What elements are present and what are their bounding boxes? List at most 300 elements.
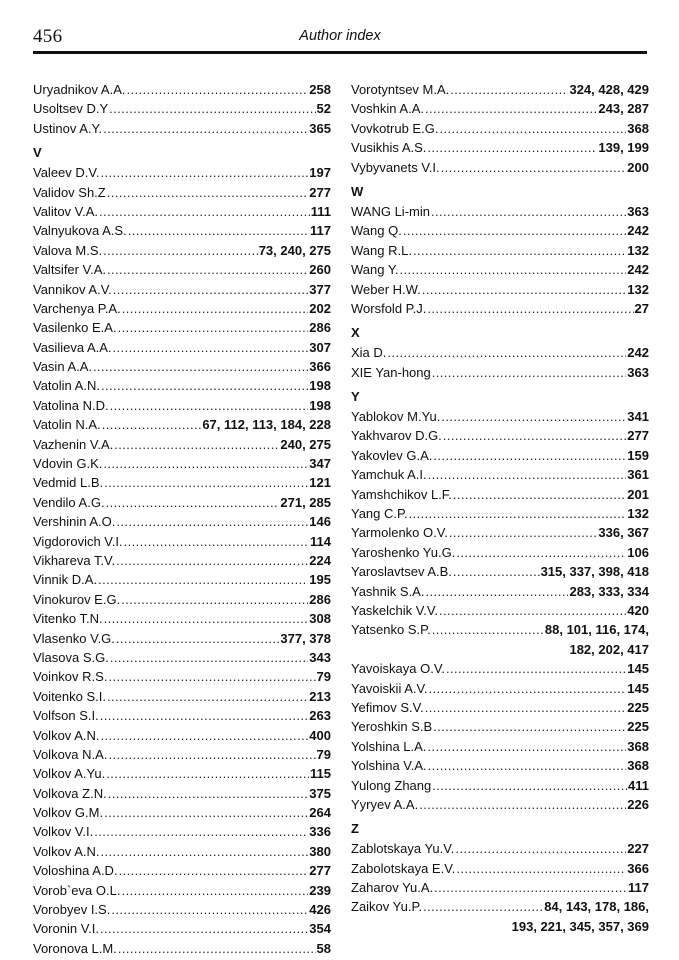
page-numbers: 58 xyxy=(316,940,331,956)
author-name: Volkov A.N. xyxy=(33,843,100,859)
index-entry-continuation: 182, 202, 417 xyxy=(569,641,649,657)
author-name: Vikhareva T.V. xyxy=(33,552,116,568)
index-entry xyxy=(33,202,331,221)
author-name: Vedmid L.B. xyxy=(33,475,104,491)
author-name: Vorob`eva O.L. xyxy=(33,882,121,898)
index-entry xyxy=(33,784,331,803)
index-entry xyxy=(351,202,649,221)
dot-leader xyxy=(434,878,627,897)
dot-leader xyxy=(455,839,626,858)
page-numbers: 73, 240, 275 xyxy=(258,242,331,258)
dot-leader xyxy=(428,465,627,484)
index-entry xyxy=(33,590,331,609)
page-numbers: 286 xyxy=(309,320,331,336)
page-numbers: 224 xyxy=(309,552,331,568)
page-numbers: 336 xyxy=(309,824,331,840)
index-entry xyxy=(33,532,331,551)
index-entry xyxy=(351,504,649,523)
index-entry xyxy=(33,376,331,395)
dot-leader xyxy=(100,706,309,725)
index-entry xyxy=(351,260,649,279)
page-numbers: 52 xyxy=(316,101,331,117)
author-name: Valtsifer V.A. xyxy=(33,262,106,278)
page-numbers: 380 xyxy=(309,843,331,859)
index-entry xyxy=(351,679,649,698)
dot-leader xyxy=(399,260,626,279)
dot-leader xyxy=(432,363,627,382)
dot-leader xyxy=(100,842,308,861)
page-numbers: 88, 101, 116, 174, xyxy=(544,622,649,638)
page-numbers: 366 xyxy=(627,860,649,876)
author-name: Vershinin A.O. xyxy=(33,514,116,530)
index-entry xyxy=(351,698,649,717)
index-entry xyxy=(33,881,331,900)
page-numbers: 226 xyxy=(627,796,649,812)
author-name: Yakhvarov D.G. xyxy=(351,428,442,444)
dot-leader xyxy=(427,737,626,756)
author-name: Vasin A.A. xyxy=(33,359,93,375)
dot-leader xyxy=(422,280,626,299)
index-entry xyxy=(351,878,649,897)
section-letter: W xyxy=(351,183,364,199)
author-name: Volkov A.Yu. xyxy=(33,766,106,782)
page-numbers: 365 xyxy=(309,120,331,136)
author-name: Vlasenko V.G. xyxy=(33,630,115,646)
author-name: Vdovin G.K. xyxy=(33,456,103,472)
index-entry xyxy=(351,582,649,601)
page-numbers: 114 xyxy=(310,533,331,549)
dot-leader xyxy=(441,407,626,426)
author-name: Ustinov A.Y. xyxy=(33,120,103,136)
index-entry xyxy=(33,919,331,938)
section-letter: X xyxy=(351,325,360,341)
dot-leader xyxy=(102,415,202,434)
index-entry xyxy=(33,726,331,745)
dot-leader xyxy=(450,80,568,99)
index-entry xyxy=(351,737,649,756)
index-entry xyxy=(33,454,331,473)
author-name: Vannikov A.V. xyxy=(33,281,112,297)
author-name: Volkov G.M. xyxy=(33,805,104,821)
page-numbers: 264 xyxy=(309,805,331,821)
dot-leader xyxy=(110,396,309,415)
index-entry xyxy=(351,620,649,639)
dot-leader xyxy=(109,99,315,118)
page-numbers: 260 xyxy=(309,262,331,278)
author-name: Yamchuk A.I. xyxy=(351,467,427,483)
index-entry xyxy=(351,299,649,318)
author-name: WANG Li-min xyxy=(351,203,430,219)
dot-leader xyxy=(118,318,309,337)
page-numbers: 366 xyxy=(309,359,331,375)
index-entry xyxy=(33,570,331,589)
page-numbers: 198 xyxy=(309,397,331,413)
page-numbers: 377 xyxy=(309,281,331,297)
section-letter: Z xyxy=(351,821,359,837)
page-numbers: 375 xyxy=(309,785,331,801)
index-entry xyxy=(33,435,331,454)
author-name: Yatsenko S.P. xyxy=(351,622,431,638)
index-entry xyxy=(351,776,649,795)
index-entry xyxy=(351,562,649,581)
author-name: Vinokurov E.G. xyxy=(33,591,121,607)
page-numbers: 368 xyxy=(627,758,649,774)
dot-leader xyxy=(116,512,308,531)
author-name: Vatolina N.D. xyxy=(33,397,109,413)
author-name: Yolshina L.A. xyxy=(351,738,427,754)
index-entry xyxy=(33,357,331,376)
page-numbers: 286 xyxy=(309,591,331,607)
page-numbers: 213 xyxy=(309,688,331,704)
dot-leader xyxy=(118,939,316,958)
author-name: Vorotyntsev M.A. xyxy=(351,82,450,97)
dot-leader xyxy=(419,795,626,814)
index-entry xyxy=(351,543,649,562)
page-numbers: 27 xyxy=(634,300,649,316)
author-name: Vusikhis A.S. xyxy=(351,140,427,156)
author-name: Yaroslavtsev A.B. xyxy=(351,564,452,580)
dot-leader xyxy=(94,822,308,841)
page-numbers: 315, 337, 398, 418 xyxy=(540,564,649,580)
author-name: Voitenko S.I. xyxy=(33,688,106,704)
dot-leader xyxy=(107,687,308,706)
index-entry xyxy=(351,717,649,736)
index-entry xyxy=(351,465,649,484)
index-entry xyxy=(351,601,649,620)
dot-leader xyxy=(449,523,598,542)
dot-leader xyxy=(128,221,309,240)
author-name: Vazhenin V.A. xyxy=(33,436,114,452)
page-numbers: 283, 333, 334 xyxy=(569,583,649,599)
page-numbers: 242 xyxy=(627,223,649,239)
index-entry xyxy=(33,706,331,725)
author-name: Voronin V.I. xyxy=(33,921,100,937)
dot-leader xyxy=(441,158,627,177)
dot-leader xyxy=(446,659,626,678)
page-numbers: 308 xyxy=(309,611,331,627)
author-name: Yaskelchik V.V. xyxy=(351,602,438,618)
page-numbers: 242 xyxy=(627,262,649,278)
dot-leader xyxy=(113,280,309,299)
author-name: Vovkotrub E.G. xyxy=(351,120,439,136)
index-entry xyxy=(33,803,331,822)
page-numbers: 84, 143, 178, 186, xyxy=(544,899,649,915)
dot-leader xyxy=(413,241,626,260)
dot-leader xyxy=(121,590,308,609)
author-name: Validov Sh.Z xyxy=(33,184,106,200)
author-name: Varchenya P.A. xyxy=(33,300,121,316)
author-name: Yolshina V.A. xyxy=(351,758,427,774)
page-numbers: 377, 378 xyxy=(280,630,331,646)
dot-leader xyxy=(403,221,626,240)
page-numbers: 363 xyxy=(627,364,649,380)
dot-leader xyxy=(443,426,627,445)
index-entry xyxy=(351,859,649,878)
section-letter: V xyxy=(33,145,42,161)
dot-leader xyxy=(108,667,315,686)
author-name: Vigdorovich V.I. xyxy=(33,533,123,549)
index-entry xyxy=(351,280,649,299)
index-entry xyxy=(351,446,649,465)
dot-leader xyxy=(453,562,540,581)
author-name: Wang Q. xyxy=(351,223,402,239)
author-name: Zaharov Yu.A. xyxy=(351,880,434,896)
author-name: Valova M.S. xyxy=(33,242,103,258)
author-name: Yashnik S.A. xyxy=(351,583,425,599)
author-name: Voronova L.M. xyxy=(33,940,117,956)
author-name: Volkova N.A. xyxy=(33,746,108,762)
page-numbers: 336, 367 xyxy=(598,525,649,541)
dot-leader xyxy=(99,202,310,221)
index-entry xyxy=(33,221,331,240)
index-entry xyxy=(33,629,331,648)
index-entry xyxy=(351,221,649,240)
index-entry xyxy=(33,163,331,182)
dot-leader xyxy=(116,629,279,648)
dot-leader xyxy=(423,897,543,916)
index-entry xyxy=(351,756,649,775)
index-entry xyxy=(351,99,649,118)
dot-leader xyxy=(104,473,308,492)
dot-leader xyxy=(439,119,626,138)
page-numbers: 121 xyxy=(309,475,331,491)
index-entry xyxy=(33,667,331,686)
index-entry xyxy=(351,363,649,382)
author-name: Wang R.L. xyxy=(351,242,412,258)
page-numbers: 400 xyxy=(309,727,331,743)
dot-leader xyxy=(456,859,626,878)
page-numbers: 242 xyxy=(627,345,649,361)
dot-leader xyxy=(432,620,544,639)
index-entry xyxy=(33,241,331,260)
page-numbers: 347 xyxy=(309,456,331,472)
dot-leader xyxy=(108,784,309,803)
author-name: Yamshchikov L.F. xyxy=(351,486,452,502)
index-entry xyxy=(33,551,331,570)
page-numbers: 239 xyxy=(309,882,331,898)
index-entry xyxy=(33,119,331,138)
page-numbers: 420 xyxy=(627,602,649,618)
dot-leader xyxy=(116,551,308,570)
author-name: Yulong Zhang xyxy=(351,777,432,793)
author-name: Worsfold P.J. xyxy=(351,300,427,316)
page-numbers: 198 xyxy=(309,378,331,394)
dot-leader xyxy=(433,717,626,736)
index-entry xyxy=(33,183,331,202)
index-entry xyxy=(351,839,649,858)
index-entry xyxy=(351,659,649,678)
page-numbers: 201 xyxy=(627,486,649,502)
author-name: Zablotskaya Yu.V. xyxy=(351,841,455,857)
index-entry xyxy=(33,80,331,99)
page-numbers: 79 xyxy=(316,746,331,762)
dot-leader xyxy=(453,485,626,504)
index-entry xyxy=(351,897,649,916)
dot-leader xyxy=(433,446,626,465)
dot-leader xyxy=(114,435,279,454)
index-entry xyxy=(33,396,331,415)
dot-leader xyxy=(439,601,626,620)
page-numbers: 139, 199 xyxy=(598,140,649,156)
page-numbers: 258 xyxy=(309,82,331,97)
page-numbers: 159 xyxy=(627,447,649,463)
page-numbers: 277 xyxy=(309,184,331,200)
dot-leader xyxy=(107,183,309,202)
page-numbers: 132 xyxy=(627,281,649,297)
dot-leader xyxy=(100,726,308,745)
index-entry xyxy=(33,609,331,628)
page-numbers: 324, 428, 429 xyxy=(569,82,649,97)
page-numbers: 67, 112, 113, 184, 228 xyxy=(202,417,331,433)
page-numbers: 363 xyxy=(627,203,649,219)
author-name: Yavoiskii A.V. xyxy=(351,680,428,696)
page-numbers: 307 xyxy=(309,339,331,355)
index-entry xyxy=(351,119,649,138)
running-title: Author index xyxy=(299,28,381,44)
page-numbers: 117 xyxy=(310,223,331,239)
page-numbers: 117 xyxy=(628,880,649,896)
author-name: Vinnik D.A. xyxy=(33,572,98,588)
dot-leader xyxy=(103,454,308,473)
dot-leader xyxy=(101,163,309,182)
page-numbers: 240, 275 xyxy=(280,436,331,452)
dot-leader xyxy=(428,756,627,775)
page-numbers: 225 xyxy=(627,719,649,735)
index-entry xyxy=(351,80,649,99)
dot-leader xyxy=(104,609,309,628)
page-numbers: 197 xyxy=(309,165,331,181)
index-entry xyxy=(33,512,331,531)
author-name: Voloshina A.D. xyxy=(33,863,118,879)
page-numbers: 202 xyxy=(309,300,331,316)
author-name: Yakovlev G.A. xyxy=(351,447,433,463)
index-entry xyxy=(33,338,331,357)
page-numbers: 145 xyxy=(627,661,649,677)
page-numbers: 354 xyxy=(309,921,331,937)
page-numbers: 368 xyxy=(627,738,649,754)
index-entry xyxy=(33,280,331,299)
author-name: Zabolotskaya E.V. xyxy=(351,860,456,876)
author-name: Valitov V.A. xyxy=(33,203,99,219)
index-entry xyxy=(351,523,649,542)
index-entry xyxy=(351,426,649,445)
running-header xyxy=(33,26,647,52)
page-numbers: 343 xyxy=(309,649,331,665)
page-numbers: 263 xyxy=(309,708,331,724)
dot-leader xyxy=(103,241,258,260)
dot-leader xyxy=(106,764,309,783)
dot-leader xyxy=(124,532,309,551)
dot-leader xyxy=(110,648,308,667)
author-name: Volkov V.I. xyxy=(33,824,94,840)
author-name: Voinkov R.S. xyxy=(33,669,108,685)
index-entry xyxy=(33,473,331,492)
dot-leader xyxy=(100,919,308,938)
right-column xyxy=(351,80,649,936)
author-name: Uryadnikov A.A. xyxy=(33,82,126,97)
index-entry xyxy=(351,138,649,157)
author-name: Xia D. xyxy=(351,345,387,361)
dot-leader xyxy=(387,343,626,362)
index-entry xyxy=(33,493,331,512)
page-numbers: 426 xyxy=(309,902,331,918)
author-name: Wang Y. xyxy=(351,262,399,278)
author-name: Valnyukova A.S. xyxy=(33,223,127,239)
section-letter: Y xyxy=(351,389,360,405)
index-entry xyxy=(33,939,331,958)
page-numbers: 411 xyxy=(628,777,649,793)
dot-leader xyxy=(429,679,627,698)
index-entry xyxy=(33,745,331,764)
dot-leader xyxy=(107,260,308,279)
dot-leader xyxy=(101,376,308,395)
author-name: Yablokov M.Yu. xyxy=(351,409,441,425)
author-name: Yavoiskaya O.V. xyxy=(351,661,445,677)
dot-leader xyxy=(432,776,627,795)
page-numbers: 132 xyxy=(627,506,649,522)
index-entry xyxy=(351,795,649,814)
index-entry xyxy=(351,158,649,177)
dot-leader xyxy=(425,698,627,717)
page-numbers: 200 xyxy=(627,159,649,175)
page-number: 456 xyxy=(33,26,63,47)
index-entry xyxy=(33,822,331,841)
author-name: Valeev D.V. xyxy=(33,165,100,181)
page-numbers: 271, 285 xyxy=(280,494,331,510)
author-name: Vlasova S.G. xyxy=(33,649,109,665)
dot-leader xyxy=(456,543,626,562)
page-numbers: 195 xyxy=(309,572,331,588)
page-numbers: 225 xyxy=(627,699,649,715)
author-name: Usoltsev D.Y xyxy=(33,101,109,117)
dot-leader xyxy=(127,80,309,99)
page-numbers: 227 xyxy=(627,841,649,857)
page-numbers: 115 xyxy=(310,766,331,782)
author-name: Vasilenko E.A. xyxy=(33,320,117,336)
index-entry xyxy=(33,861,331,880)
index-entry-continuation: 193, 221, 345, 357, 369 xyxy=(511,918,649,934)
author-name: Volkov A.N. xyxy=(33,727,100,743)
dot-leader xyxy=(93,357,308,376)
dot-leader xyxy=(409,504,627,523)
author-name: XIE Yan-hong xyxy=(351,364,431,380)
page-numbers: 106 xyxy=(627,544,649,560)
page-numbers: 111 xyxy=(310,203,331,219)
dot-leader xyxy=(431,202,626,221)
author-name: Weber H.W. xyxy=(351,281,421,297)
dot-leader xyxy=(427,299,633,318)
index-entry xyxy=(33,260,331,279)
dot-leader xyxy=(113,338,309,357)
dot-leader xyxy=(108,745,315,764)
author-name: Zaikov Yu.P. xyxy=(351,899,423,915)
page-numbers: 368 xyxy=(627,120,649,136)
dot-leader xyxy=(425,582,568,601)
author-name: Yang C.P. xyxy=(351,506,408,522)
index-entry xyxy=(33,415,331,434)
dot-leader xyxy=(121,881,308,900)
header-rule xyxy=(33,51,647,54)
dot-leader xyxy=(98,570,308,589)
author-name: Vorobyev I.S. xyxy=(33,902,111,918)
index-entry xyxy=(351,241,649,260)
author-name: Vendilo A.G. xyxy=(33,494,105,510)
dot-leader xyxy=(103,119,308,138)
author-name: Vasilieva A.A. xyxy=(33,339,112,355)
index-entry xyxy=(33,900,331,919)
author-name: Yefimov S.V. xyxy=(351,699,424,715)
page-numbers: 79 xyxy=(316,669,331,685)
